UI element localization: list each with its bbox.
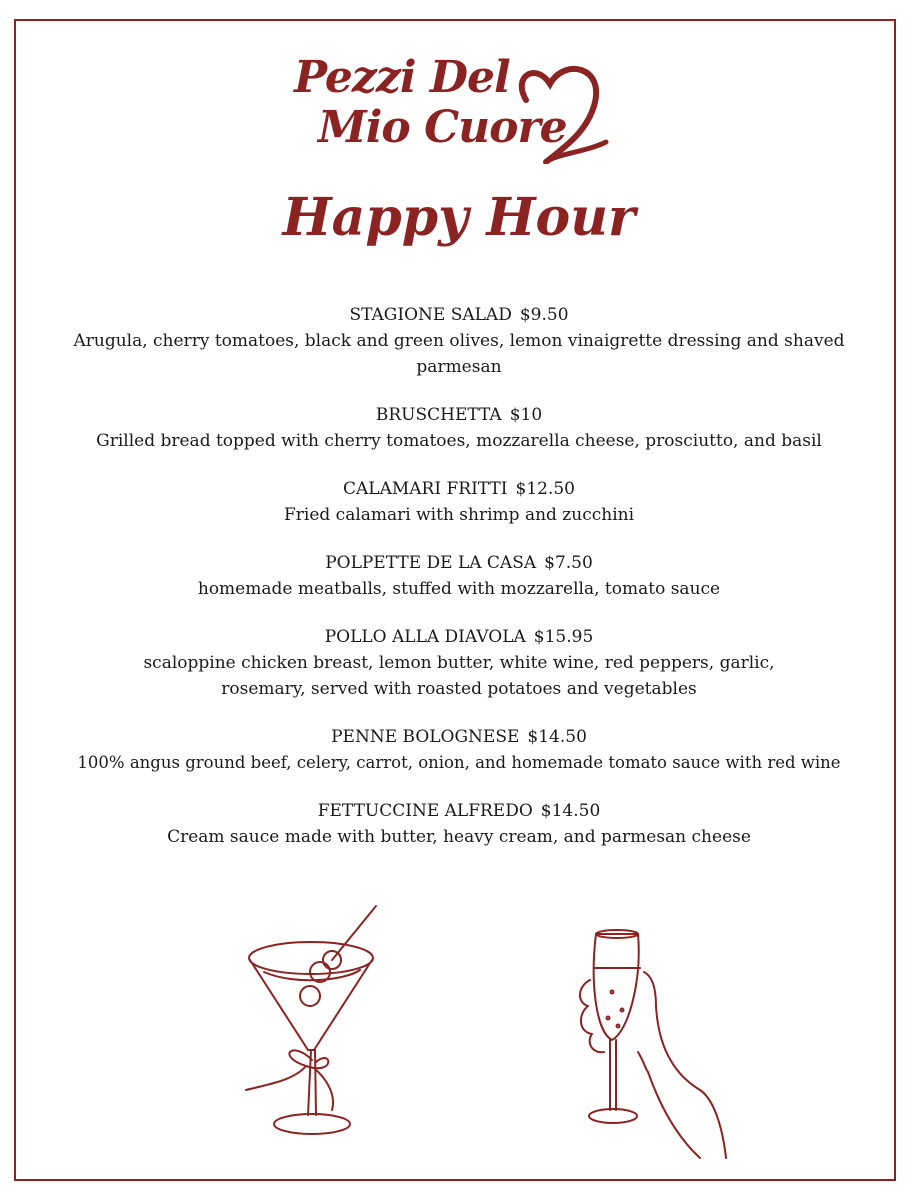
menu-item-title: [20, 476, 898, 502]
menu-item-price: $10: [509, 405, 543, 425]
menu-item-description: Arugula, cherry tomatoes, black and green olives, lemon vinaigrette dressing and shaved parmesan: [73, 331, 845, 377]
menu-item: [20, 476, 898, 528]
logo-text-line-1: Pezzi Del: [294, 52, 510, 103]
menu-item-name: PENNE BOLOGNESE: [331, 727, 520, 747]
menu-item: [20, 724, 898, 776]
restaurant-logo: [270, 40, 630, 180]
menu-item-description: Grilled bread topped with cherry tomatoes, mozzarella cheese, prosciutto, and basil: [96, 431, 822, 451]
menu-item-title: [20, 624, 898, 650]
menu-item: [20, 624, 898, 702]
menu-item-price: $12.50: [515, 479, 575, 499]
menu-item-title: [20, 402, 898, 428]
menu-item-price: $14.50: [540, 801, 601, 821]
menu-item-title: [20, 798, 898, 824]
martini-glass-icon: [236, 900, 386, 1150]
page-title: Happy Hour: [282, 187, 636, 248]
menu-item-title: [20, 302, 898, 328]
menu-item-name: BRUSCHETTA: [375, 405, 502, 425]
menu-item-description: homemade meatballs, stuffed with mozzarella, tomato sauce: [197, 579, 721, 599]
menu-item-title: [20, 550, 898, 576]
champagne-glass-hand-icon: [560, 922, 730, 1162]
menu-list: [20, 302, 898, 872]
menu-item: [20, 798, 898, 850]
logo-text-line-2: Mio Cuore: [318, 102, 567, 153]
menu-item-name: CALAMARI FRITTI: [343, 479, 508, 499]
menu-item: [20, 550, 898, 602]
menu-item-name: POLLO ALLA DIAVOLA: [324, 627, 526, 647]
menu-item-price: $7.50: [544, 553, 593, 573]
menu-item-title: [20, 724, 898, 750]
menu-item-name: POLPETTE DE LA CASA: [325, 553, 537, 573]
menu-item: [20, 402, 898, 454]
menu-item-name: FETTUCCINE ALFREDO: [317, 801, 533, 821]
menu-item: [20, 302, 898, 380]
menu-item-description: Fried calamari with shrimp and zucchini: [283, 505, 635, 525]
menu-item-price: $15.95: [533, 627, 594, 647]
menu-item-price: $14.50: [527, 727, 587, 747]
menu-item-description: Cream sauce made with butter, heavy cream, and parmesan cheese: [167, 827, 751, 847]
menu-item-price: $9.50: [519, 305, 569, 325]
menu-item-description: 100% angus ground beef, celery, carrot, onion, and homemade tomato sauce with red wine: [77, 753, 841, 772]
heart-icon: [506, 54, 622, 164]
menu-item-description: scaloppine chicken breast, lemon butter, white wine, red peppers, garlic, rosemary, served with roasted potatoes and vegetables: [143, 653, 775, 699]
menu-item-name: STAGIONE SALAD: [349, 305, 512, 325]
